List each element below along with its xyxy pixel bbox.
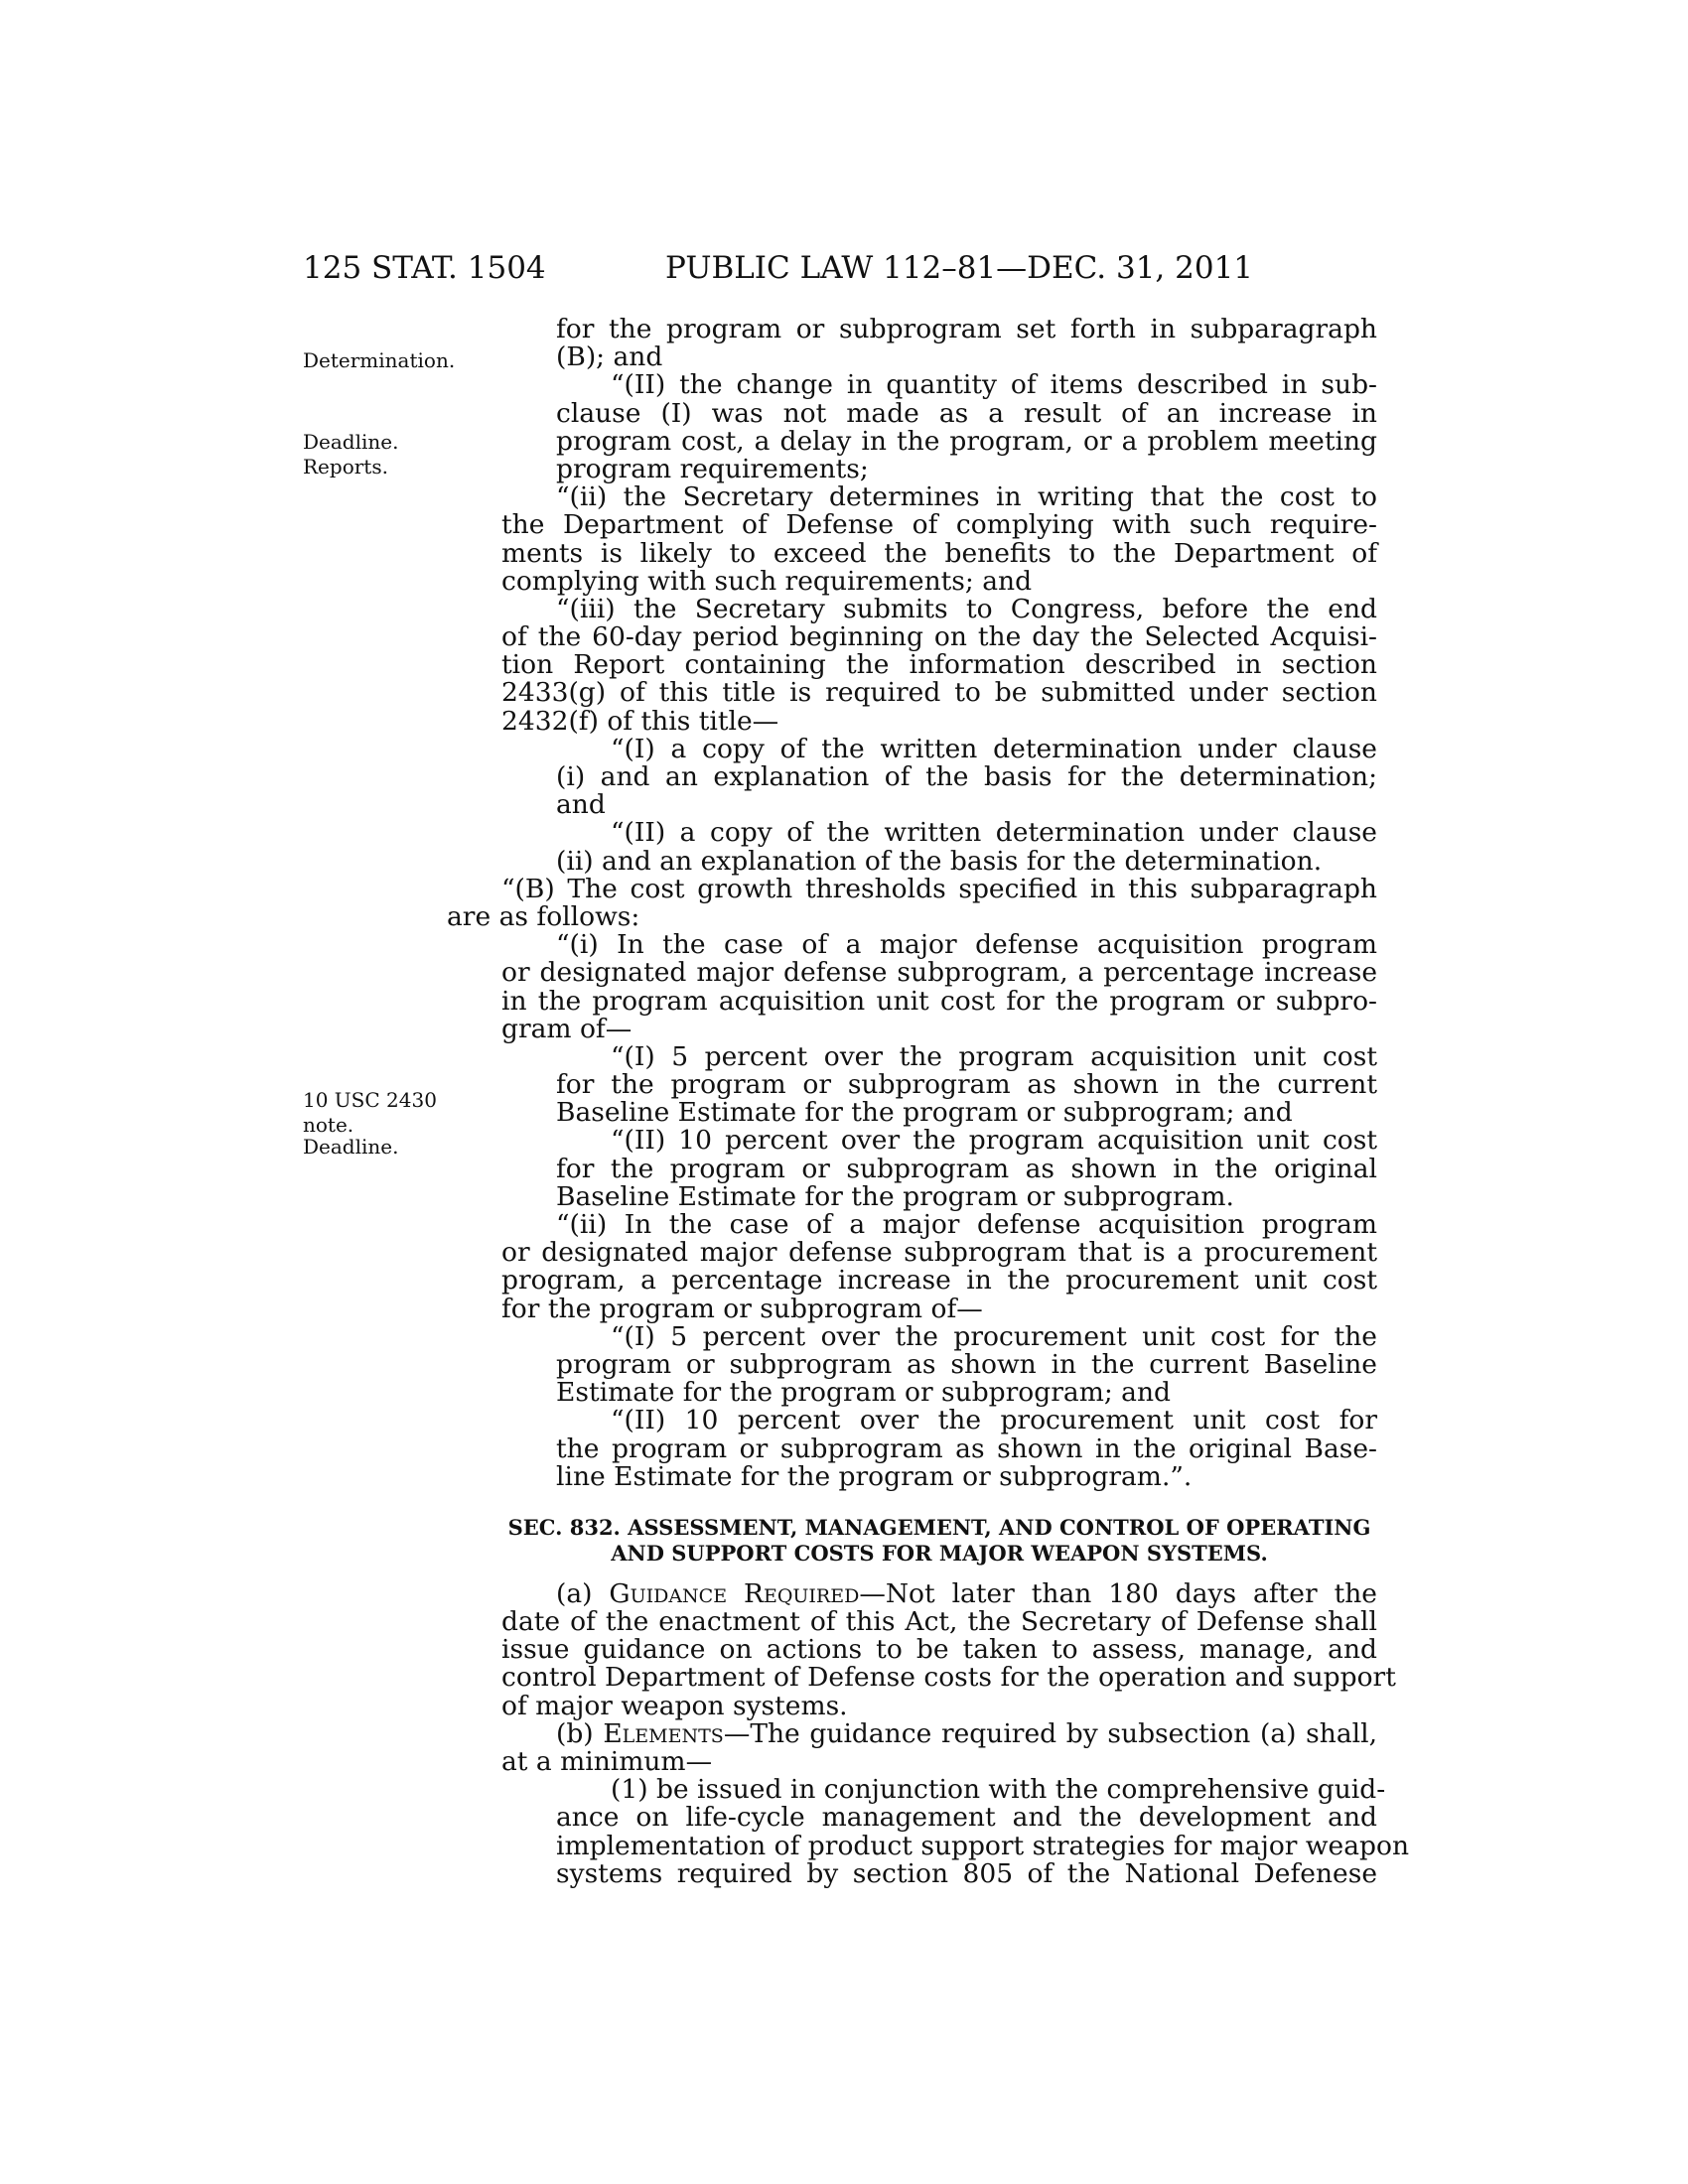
subsection-b	[501, 1717, 1377, 1777]
margin-note-usc-citation	[303, 1088, 437, 1138]
text-line: 2433(g) of this title is required to be submitted under section	[501, 677, 1377, 709]
text-line: “(ii) In the case of a major defense acquisition program	[556, 1209, 1377, 1240]
text-line: ments is likely to exceed the benefits to the Department of	[501, 537, 1377, 569]
text-line: program or subprogram as shown in the current Baseline	[556, 1348, 1377, 1380]
text-line: (B); and	[556, 341, 663, 373]
text-line: clause (I) was not made as a result of an increase in	[556, 397, 1377, 429]
text-line: (ii) and an explanation of the basis for the determination.	[556, 845, 1323, 877]
text-line: “(i) In the case of a major defense acquisition program	[556, 929, 1377, 961]
text-line: (i) and an explanation of the basis for the determination;	[556, 761, 1377, 792]
paragraph	[501, 931, 1377, 1043]
text-line: Estimate for the program or subprogram; and	[556, 1377, 1171, 1409]
margin-note-deadline: Deadline.	[303, 1135, 399, 1159]
text-line: in the program acquisition unit cost for the program or subpro-	[501, 985, 1377, 1017]
paragraph	[501, 1211, 1377, 1323]
subsection-a	[501, 1577, 1396, 1721]
text-line: at a minimum—	[501, 1746, 713, 1777]
text-line: of major weapon systems.	[501, 1690, 848, 1721]
text-line: or designated major defense subprogram that is a procurement	[501, 1237, 1377, 1269]
text-fragment: —Not later than 180 days after the	[859, 1577, 1377, 1609]
text-line: of the 60-day period beginning on the day the Selected Acquisi-	[501, 621, 1377, 653]
text-line: Baseline Estimate for the program or subprogram; and	[556, 1097, 1293, 1129]
margin-note-line: Deadline.	[303, 430, 399, 454]
margin-note-line: Reports.	[303, 455, 388, 478]
subsection-label: (a)	[556, 1577, 610, 1609]
text-line	[501, 1717, 1377, 1749]
paragraph	[501, 1040, 1377, 1129]
paragraph	[501, 371, 1377, 483]
margin-note-line: 10 USC 2430	[303, 1088, 437, 1112]
text-line: or designated major defense subprogram, a percentage increase	[501, 957, 1377, 989]
header-running-title: PUBLIC LAW 112–81—DEC. 31, 2011	[665, 250, 1254, 286]
text-line: complying with such requirements; and	[501, 565, 1033, 597]
text-line: “(II) 10 percent over the procurement unit cost for	[611, 1405, 1377, 1436]
text-line: control Department of Defense costs for the operation and support	[501, 1662, 1396, 1694]
text-line: the Department of Defense of complying with such require-	[501, 509, 1377, 541]
paragraph	[501, 483, 1377, 596]
paragraph	[501, 1320, 1377, 1409]
text-line: issue guidance on actions to be taken to assess, manage, and	[501, 1634, 1377, 1666]
paragraph	[447, 873, 1377, 932]
margin-note-determination: Determination.	[303, 348, 456, 372]
paragraph	[501, 733, 1377, 821]
text-line: “(II) the change in quantity of items described in sub-	[611, 369, 1377, 401]
text-line: for the program or subprogram as shown in the original	[556, 1153, 1377, 1184]
text-line: date of the enactment of this Act, the Secretary of Defense shall	[501, 1606, 1377, 1638]
text-line: “(ii) the Secretary determines in writing that the cost to	[556, 481, 1377, 513]
body-text	[447, 314, 1410, 1889]
text-line: are as follows:	[447, 900, 640, 932]
section-heading-line: AND SUPPORT COSTS FOR MAJOR WEAPON SYSTEMS.	[611, 1540, 1268, 1566]
text-line: “(I) 5 percent over the program acquisition unit cost	[611, 1040, 1377, 1072]
text-line: “(II) 10 percent over the program acquisition unit cost	[611, 1125, 1377, 1157]
text-line: implementation of product support strategies for major weapon	[556, 1830, 1410, 1861]
text-line: Baseline Estimate for the program or subprogram.	[556, 1180, 1234, 1212]
text-line: 2432(f) of this title—	[501, 705, 779, 737]
paragraph	[501, 316, 1377, 371]
text-line	[501, 1577, 1377, 1609]
text-line: line Estimate for the program or subprogram.”.	[556, 1460, 1193, 1492]
text-line: “(I) 5 percent over the procurement unit cost for the	[611, 1320, 1377, 1352]
text-line: tion Report containing the information described in section	[501, 649, 1377, 681]
text-fragment: —The guidance required by subsection (a) shall,	[723, 1717, 1377, 1749]
text-line: ance on life-cycle management and the development and	[556, 1802, 1377, 1834]
subsection-heading: Guidance Required	[609, 1577, 860, 1609]
margin-note-deadline-reports	[303, 430, 398, 479]
text-line: gram of—	[501, 1013, 633, 1044]
section-heading	[501, 1515, 1377, 1567]
margin-note-line: note.	[303, 1113, 354, 1137]
text-line: program, a percentage increase in the procurement unit cost	[501, 1265, 1377, 1297]
paragraph	[501, 1407, 1377, 1491]
paragraph	[501, 1127, 1377, 1211]
header-page-citation: 125 STAT. 1504	[303, 250, 546, 286]
text-line: “(B) The cost growth thresholds specified in this subparagraph	[501, 873, 1377, 904]
text-line: “(iii) the Secretary submits to Congress, before the end	[556, 593, 1377, 624]
text-line: for the program or subprogram set forth in subparagraph	[556, 314, 1377, 344]
subsection-heading: Elements	[603, 1717, 724, 1749]
text-line: for the program or subprogram as shown in the current	[556, 1069, 1377, 1101]
text-line: for the program or subprogram of—	[501, 1293, 983, 1324]
paragraph	[501, 819, 1377, 875]
text-line: “(I) a copy of the written determination under clause	[611, 733, 1377, 764]
text-line: systems required by section 805 of the National Defenese	[556, 1857, 1377, 1889]
text-line: the program or subprogram as shown in the original Base-	[556, 1433, 1377, 1464]
subsection-label: (b)	[556, 1717, 604, 1749]
text-line: “(II) a copy of the written determination under clause	[611, 817, 1377, 849]
text-line: and	[556, 789, 606, 821]
text-line: (1) be issued in conjunction with the comprehensive guid-	[611, 1774, 1386, 1806]
text-line: program requirements;	[556, 453, 869, 484]
paragraph	[501, 593, 1377, 737]
paragraph-b1	[501, 1774, 1410, 1889]
section-heading-line: SEC. 832. ASSESSMENT, MANAGEMENT, AND CONTROL OF OPERATING	[507, 1514, 1371, 1540]
text-line: program cost, a delay in the program, or a problem meeting	[556, 425, 1377, 457]
